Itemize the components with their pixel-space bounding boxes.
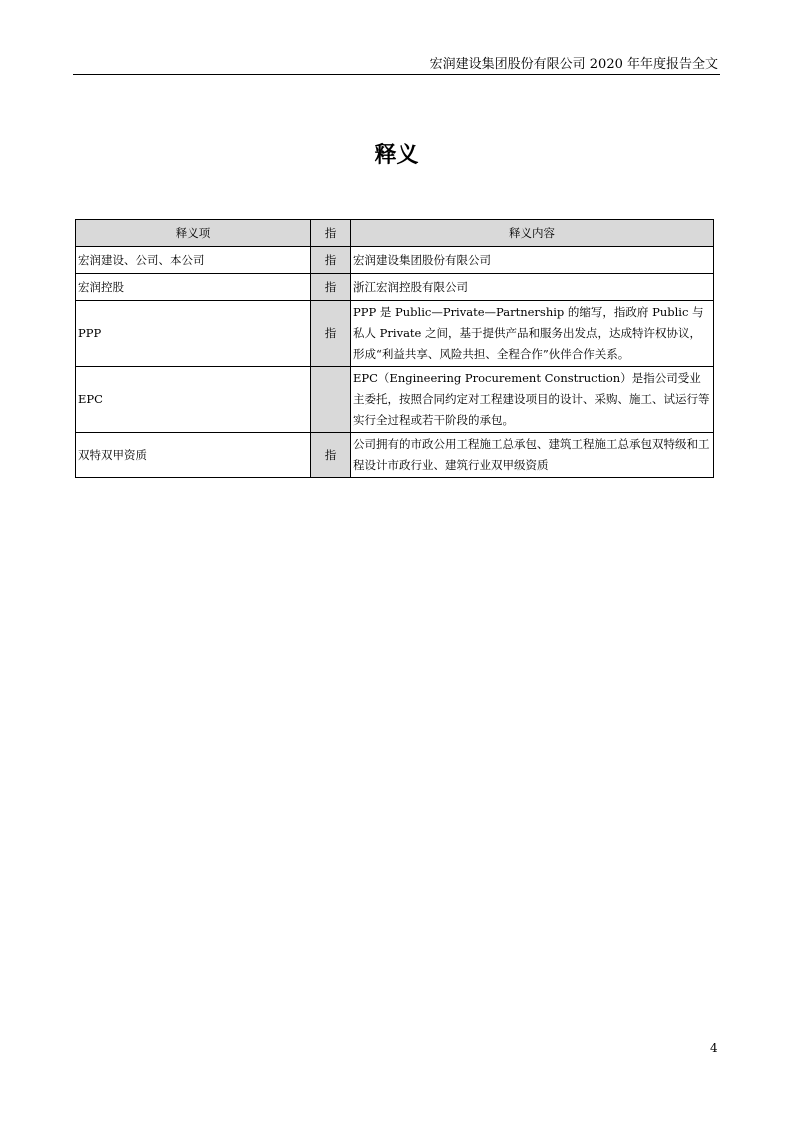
table-row	[76, 367, 714, 433]
definition-cell: EPC（Engineering Procurement Construction）是指公司受业主委托，按照合同约定对工程建设项目的设计、采购、施工、试运行等实行全过程或若干阶段的承包。	[351, 367, 714, 433]
mark-cell: 指	[311, 274, 351, 301]
running-header: 宏润建设集团股份有限公司 2020 年年度报告全文	[429, 57, 718, 72]
page-number: 4	[710, 1041, 718, 1055]
term-cell: 宏润控股	[76, 274, 311, 301]
definition-cell: 公司拥有的市政公用工程施工总承包、建筑工程施工总承包双特级和工程设计市政行业、建筑行业双甲级资质	[351, 433, 714, 478]
definitions-table	[75, 219, 714, 478]
column-header-definition: 释义内容	[351, 220, 714, 247]
mark-cell: 指	[311, 301, 351, 367]
column-header-term: 释义项	[76, 220, 311, 247]
table-row	[76, 433, 714, 478]
table-row	[76, 247, 714, 274]
table-header	[76, 220, 714, 247]
mark-cell: 指	[311, 433, 351, 478]
term-cell: 宏润建设、公司、本公司	[76, 247, 311, 274]
table-row	[76, 301, 714, 367]
page-title: 释义	[374, 143, 419, 168]
term-cell: 双特双甲资质	[76, 433, 311, 478]
column-header-mark: 指	[311, 220, 351, 247]
term-cell: EPC	[76, 367, 311, 433]
definition-cell: PPP 是 Public—Private—Partnership 的缩写，指政府 Public 与私人 Private 之间，基于提供产品和服务出发点，达成特许权协议，形成“利益共享、风险共担、全程合作”伙伴合作关系。	[351, 301, 714, 367]
mark-cell: 指	[311, 247, 351, 274]
definition-cell: 浙江宏润控股有限公司	[351, 274, 714, 301]
header-rule	[73, 74, 720, 75]
table-row	[76, 274, 714, 301]
mark-cell	[311, 367, 351, 433]
term-cell: PPP	[76, 301, 311, 367]
definition-cell: 宏润建设集团股份有限公司	[351, 247, 714, 274]
